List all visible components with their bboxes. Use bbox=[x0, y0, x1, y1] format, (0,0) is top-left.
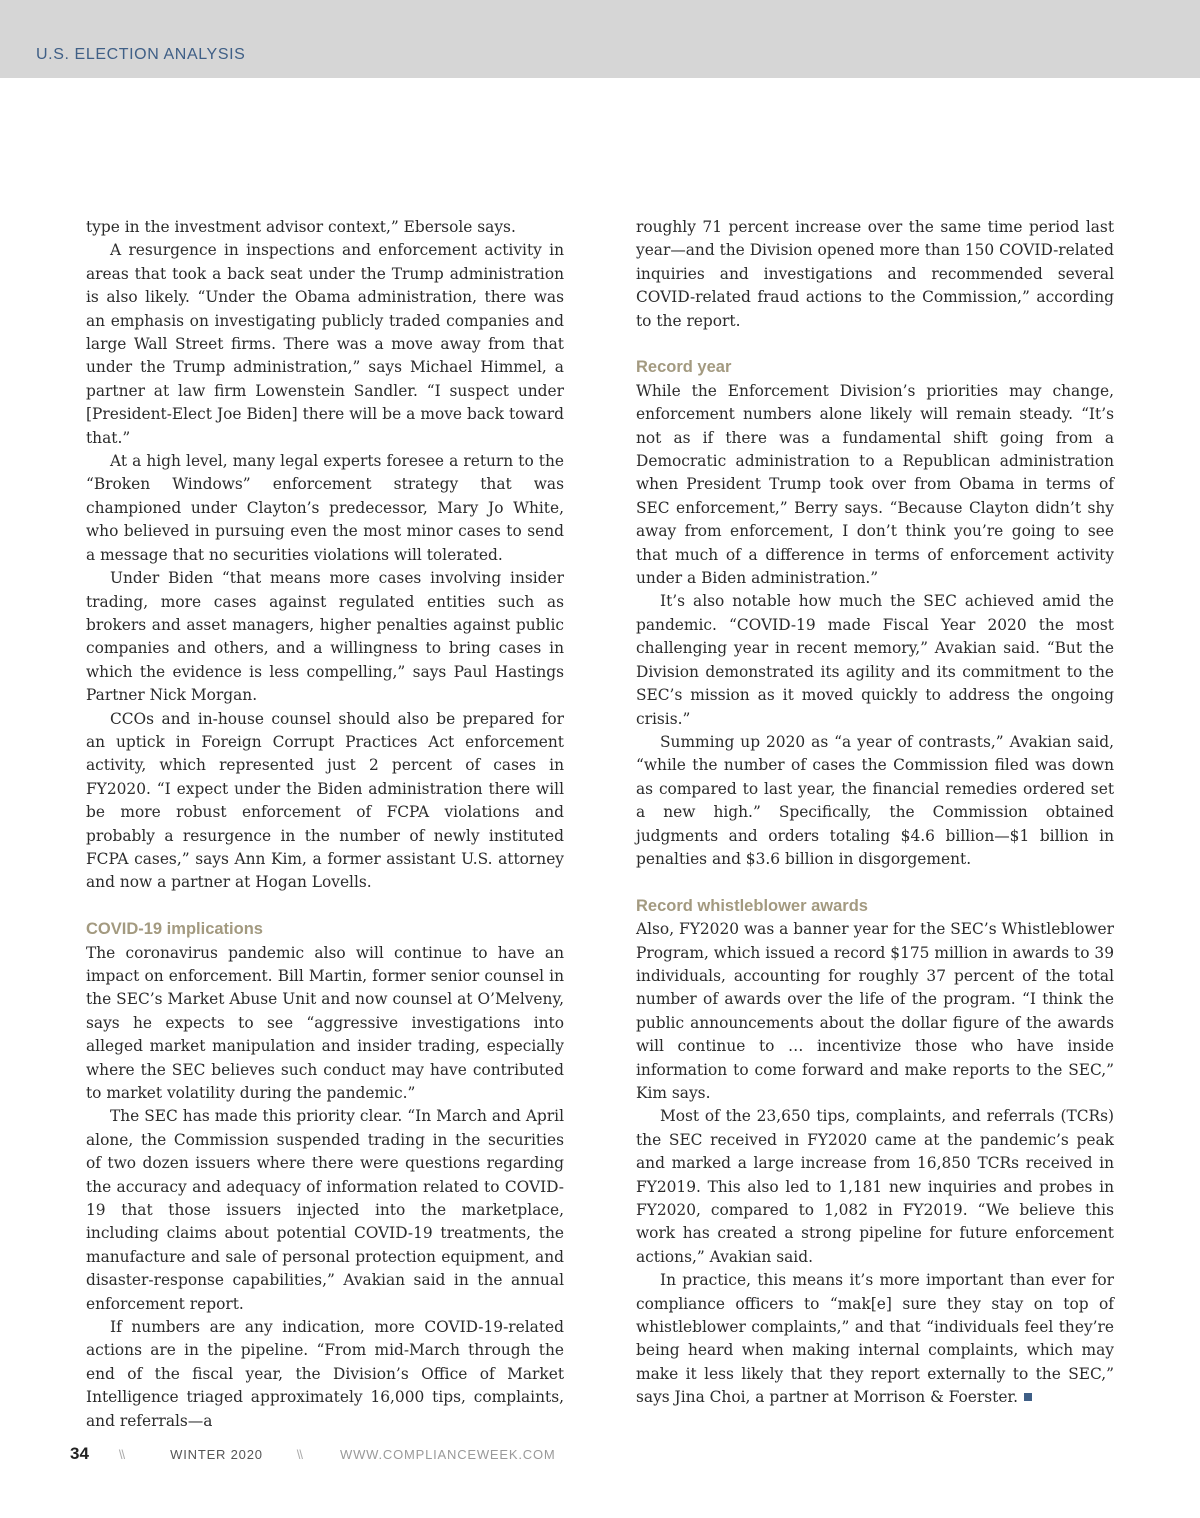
paragraph: It’s also notable how much the SEC achieved amid the pandemic. “COVID-19 made Fiscal Year 2020 the most challenging year in recent memory,” Avakian said. “But the Division demonstrated its agility and its commitment to the SEC’s mission as it moved quickly to address the ongoing crisis.” bbox=[636, 592, 1114, 728]
header-band bbox=[0, 0, 1200, 78]
left-column bbox=[86, 216, 564, 1433]
paragraph: While the Enforcement Division’s priorities may change, enforcement numbers alone likely will remain steady. “It’s not as if there was a fundamental shift going from a Democratic administration to a Republican administration when President Trump took over from Obama in terms of SEC enforcement,” Berry says. “Because Clayton didn’t shy away from enforcement, I don’t think you’re going to see that much of a difference in terms of enforcement activity under a Biden administration.” bbox=[636, 381, 1114, 588]
paragraph: The coronavirus pandemic also will continue to have an impact on enforcement. Bill Martin, former senior counsel in the SEC’s Market Abuse Unit and now counsel at O’Melveny, says he expects to see “aggressive investigations into alleged market manipulation and insider trading, especially where the SEC believes such conduct may have contributed to market volatility during the pandemic.” bbox=[86, 943, 564, 1103]
section-label: U.S. ELECTION ANALYSIS bbox=[36, 46, 246, 63]
end-of-article-icon bbox=[1024, 1393, 1032, 1401]
issue-label: WINTER 2020 bbox=[170, 1446, 263, 1462]
subheading-record-whistleblower-awards: Record whistleblower awards bbox=[636, 896, 868, 915]
final-paragraph bbox=[636, 1269, 1114, 1409]
paragraph: A resurgence in inspections and enforcement activity in areas that took a back seat under the Trump administration is also likely. “Under the Obama administration, there was an emphasis on investigating publicly traded companies and large Wall Street firms. There was a move away from that under the Trump administration,” says Michael Himmel, a partner at law firm Lowenstein Sandler. “I suspect under [President-Elect Joe Biden] there will be a move back toward that.” bbox=[86, 241, 564, 447]
website-link[interactable]: WWW.COMPLIANCEWEEK.COM bbox=[340, 1446, 556, 1462]
footer-separator: \\ bbox=[296, 1446, 302, 1462]
paragraph: If numbers are any indication, more COVID-19-related actions are in the pipeline. “From mid-March through the end of the fiscal year, the Division’s Office of Market Intelligence triaged approximately 16,000 tips, complaints, and referrals—a bbox=[86, 1318, 564, 1430]
paragraph: CCOs and in-house counsel should also be prepared for an uptick in Foreign Corrupt Practices Act enforcement activity, which represented just 2 percent of cases in FY2020. “I expect under the Biden administration there will be more robust enforcement of FCPA violations and probably a resurgence in the number of newly instituted FCPA cases,” says Ann Kim, a former assistant U.S. attorney and now a partner at Hogan Lovells. bbox=[86, 709, 564, 892]
page-number: 34 bbox=[70, 1444, 89, 1463]
paragraph: Most of the 23,650 tips, complaints, and referrals (TCRs) the SEC received in FY2020 came at the pandemic’s peak and marked a large increase from 16,850 TCRs received in FY2019. This also led to 1,181 new inquiries and probes in FY2020, compared to 1,082 in FY2019. “We believe this work has created a strong pipeline for future enforcement actions,” Avakian said. bbox=[636, 1107, 1114, 1266]
page-footer bbox=[70, 1442, 556, 1466]
footer-separator: \\ bbox=[118, 1446, 125, 1462]
paragraph: Under Biden “that means more cases involving insider trading, more cases against regulated entities such as brokers and asset managers, higher penalties against public companies and others, and a willingness to bring cases in which the evidence is less compelling,” says Paul Hastings Partner Nick Morgan. bbox=[86, 569, 564, 705]
subheading-record-year: Record year bbox=[636, 358, 732, 377]
paragraph: Also, FY2020 was a banner year for the SEC’s Whistleblower Program, which issued a record $175 million in awards to 39 individuals, accounting for roughly 37 percent of the total number of awards over the life of the program. “I think the public announcements about the dollar figure of the awards will continue to … incentivize those who have inside information to come forward and make reports to the SEC,” Kim says. bbox=[636, 920, 1114, 1102]
paragraph: type in the investment advisor context,” Ebersole says. bbox=[86, 218, 516, 236]
paragraph: At a high level, many legal experts foresee a return to the “Broken Windows” enforcement strategy that was championed under Clayton’s predecessor, Mary Jo White, who believed in pursuing even the most minor cases to send a message that no securities violations will tolerated. bbox=[86, 452, 564, 564]
paragraph: The SEC has made this priority clear. “In March and April alone, the Commission suspended trading in the securities of two dozen issuers where there were questions regarding the accuracy and adequacy of information related to COVID-19 that those issuers injected into the marketplace, including claims about potential COVID-19 treatments, the manufacture and sale of personal protection equipment, and disaster-response capabilities,” Avakian said in the annual enforcement report. bbox=[86, 1107, 564, 1313]
right-column bbox=[636, 216, 1114, 1410]
paragraph: roughly 71 percent increase over the same time period last year—and the Division opened more than 150 COVID-related inquiries and investigations and recommended several COVID-related fraud actions to the Commission,” according to the report. bbox=[636, 218, 1114, 330]
subheading-covid-implications: COVID-19 implications bbox=[86, 920, 263, 939]
paragraph: Summing up 2020 as “a year of contrasts,” Avakian said, “while the number of cases the Commission filed was down as compared to last year, the financial remedies ordered set a new high.” Specifically, the Commission obtained judgments and orders totaling $4.6 billion—$1 billion in penalties and $3.6 billion in disgorgement. bbox=[636, 732, 1114, 868]
paragraph-text: In practice, this means it’s more important than ever for compliance officers to “mak[e] sure they stay on top of whistleblower complaints,” and that “individuals feel they’re being heard when making internal complaints, which may make it less likely that they report externally to the SEC,” says Jina Choi, a partner at Morrison & Foerster. bbox=[636, 1271, 1114, 1407]
